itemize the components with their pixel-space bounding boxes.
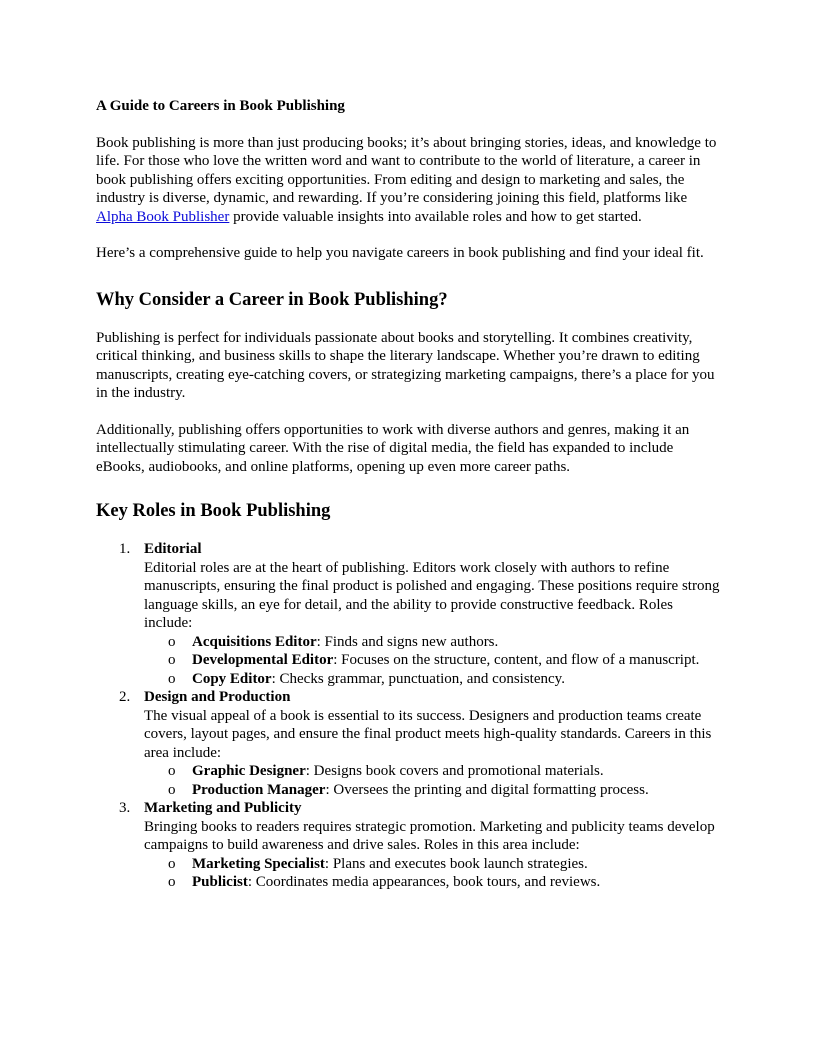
list-item [168,855,724,874]
role-description: Editorial roles are at the heart of publishing. Editors work closely with authors to refine manuscripts, ensuring the final product is polished and engaging. These positions require strong language skills, an eye for detail, and the ability to provide constructive feedback. Roles include: [144,559,720,631]
section1-paragraph-2: Additionally, publishing offers opportunities to work with diverse authors and genres, making it an intellectually stimulating career. With the rise of digital media, the field has expanded to include eBooks, audiobooks, and online platforms, opening up even more career paths. [96,421,690,475]
sub-role-name: Copy Editor [192,670,272,687]
roles-list [96,540,724,892]
bullet-icon: o [168,874,176,890]
role-title: Editorial [144,541,202,557]
role-title: Marketing and Publicity [144,800,302,816]
sub-role-name: Acquisitions Editor [192,633,317,650]
list-item [168,633,724,652]
document-title: A Guide to Careers in Book Publishing [96,98,345,114]
sub-role-name: Marketing Specialist [192,855,325,872]
role-item-marketing-publicity [119,799,724,892]
role-description: Bringing books to readers requires strategic promotion. Marketing and publicity teams develop campaigns to build awareness and drive sales. Roles in this area include: [144,818,715,853]
document-page [96,97,724,892]
sub-role-name: Publicist [192,874,248,890]
role-item-editorial [119,540,724,688]
list-item [168,873,724,892]
role-sublist [144,855,724,892]
role-number: 3. [119,800,131,816]
role-sublist [144,633,724,689]
role-sublist [144,762,724,799]
list-item [168,762,724,781]
intro-text-before-link: Book publishing is more than just producing books; it’s about bringing stories, ideas, and knowledge to life. For those who love the written word and want to contribute to the world of literature, a career in book publishing offers exciting opportunities. From editing and design to marketing and sales, the industry is diverse, dynamic, and rewarding. If you’re considering joining this field, platforms like [96,134,717,206]
role-item-design-production [119,688,724,799]
list-item [168,781,724,800]
bullet-icon: o [168,670,176,687]
bullet-icon: o [168,855,176,872]
sub-role-name: Production Manager [192,781,326,798]
alpha-book-publisher-link[interactable]: Alpha Book Publisher [96,208,230,225]
sub-role-text: : Focuses on the structure, content, and flow of a manuscript. [333,652,700,668]
list-item [168,651,724,670]
sub-role-text: : Coordinates media appearances, book tours, and reviews. [247,874,601,890]
sub-role-text: : Designs book covers and promotional materials. [305,763,604,779]
bullet-icon: o [168,652,176,668]
sub-role-text: : Oversees the printing and digital formatting process. [325,781,649,798]
sub-role-text: : Checks grammar, punctuation, and consistency. [271,670,565,687]
sub-role-name: Developmental Editor [192,652,334,668]
section1-paragraph-1: Publishing is perfect for individuals passionate about books and storytelling. It combines creativity, critical thinking, and business skills to shape the literary landscape. Whether you’re drawn to editing manuscripts, creating eye-catching covers, or strategizing marketing campaigns, there’s a place for you in the industry. [96,329,715,401]
role-number: 2. [119,689,131,705]
role-number: 1. [119,541,131,557]
bullet-icon: o [168,763,176,779]
sub-role-name: Graphic Designer [192,763,306,779]
bullet-icon: o [168,633,176,650]
guide-paragraph: Here’s a comprehensive guide to help you navigate careers in book publishing and find your ideal fit. [96,245,704,261]
intro-paragraph [96,134,724,227]
sub-role-text: : Finds and signs new authors. [316,633,499,650]
role-description: The visual appeal of a book is essential to its success. Designers and production teams create covers, layout pages, and ensure the final product meets high-quality standards. Careers in this area include: [144,707,712,761]
list-item [168,670,724,689]
intro-text-after-link: provide valuable insights into available roles and how to get started. [229,208,642,225]
bullet-icon: o [168,781,176,798]
section-heading-why-consider: Why Consider a Career in Book Publishing? [96,289,448,310]
role-title: Design and Production [144,689,291,705]
section-heading-key-roles: Key Roles in Book Publishing [96,501,331,521]
sub-role-text: : Plans and executes book launch strategies. [324,855,588,872]
